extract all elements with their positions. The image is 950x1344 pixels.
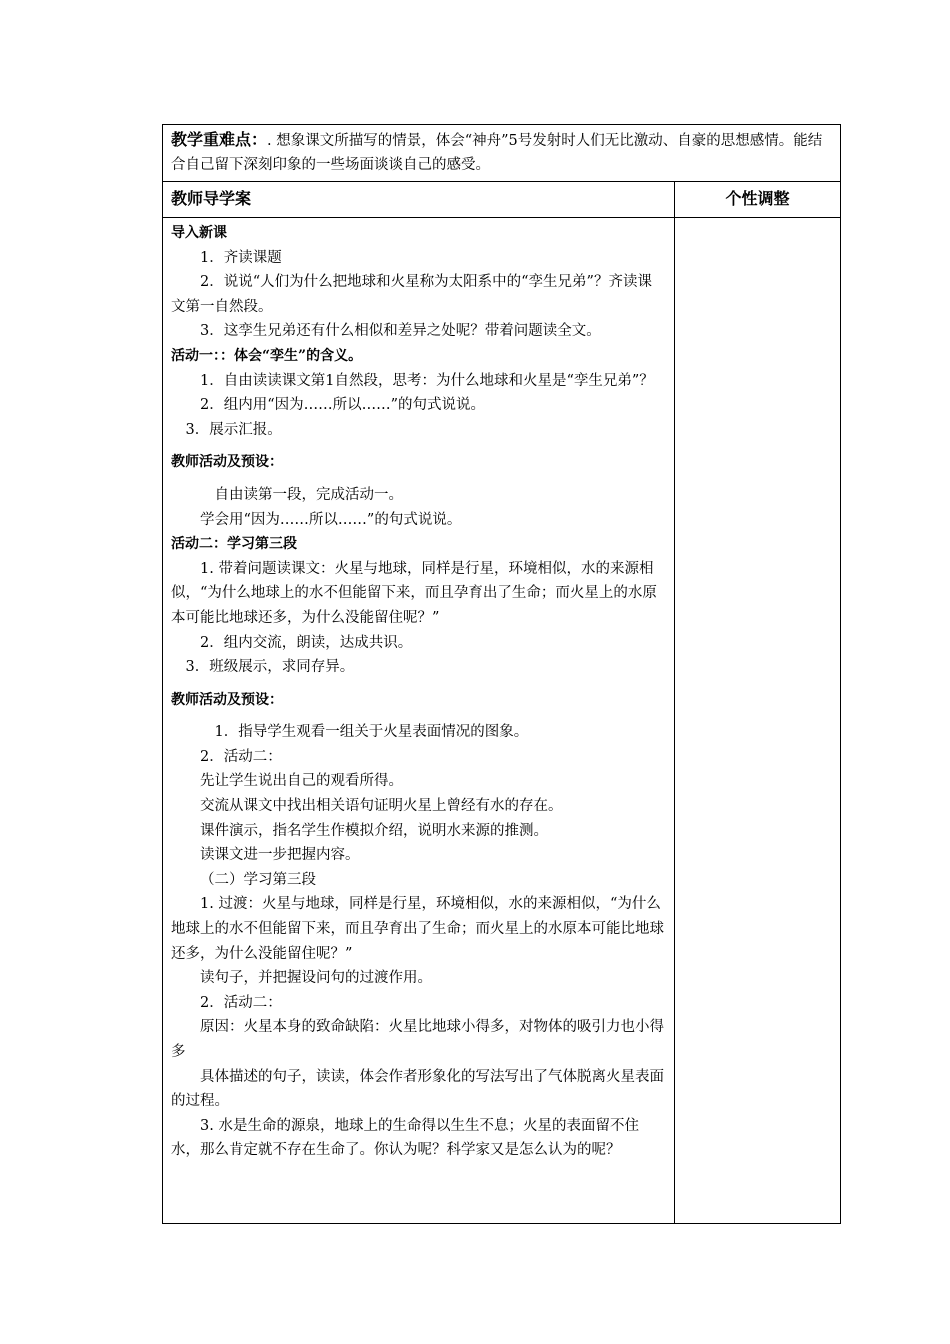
text-line: 3．这孪生兄弟还有什么相似和差异之处呢？带着问题读全文。 [200,323,601,340]
text-line: 1. 带着问题读课文：火星与地球，同样是行星，环境相似，水的来源相似，“为什么地球上的水不但能留下来，而且孕育出了生命；而火星上的水原本可能比地球还多，为什么没能留住呢？” [171,560,657,626]
text-line: 学会用“因为……所以……”的句式说说。 [200,511,462,528]
teacher-guide-header: 教师导学案 [163,182,675,217]
header-row [163,182,840,218]
text-line: 课件演示，指名学生作模拟介绍，说明水来源的推测。 [200,822,548,839]
text-line: 先让学生说出自己的观看所得。 [200,773,403,790]
text-line: 3．展示汇报。 [185,421,282,438]
key-points-text: . 想象课文所描写的情景，体会“神舟”5号发射时人们无比激动、自豪的思想感情。能结合自己留下深刻印象的一些场面谈谈自己的感受。 [171,133,823,173]
text-line: 读句子，并把握设问句的过渡作用。 [200,970,432,987]
key-points-label: 教学重难点： [171,130,268,149]
text-line: 3．班级展示，求同存异。 [185,659,355,676]
teacher-guide-content [163,218,675,1223]
text-line: 2．组内用“因为……所以……”的句式说说。 [200,397,486,414]
text-line: 2．说说“人们为什么把地球和火星称为太阳系中的“孪生兄弟”？齐读课文第一自然段。 [171,274,652,315]
text-line: 1．齐读课题 [200,249,282,266]
content-row [163,218,840,1223]
section-heading-teacher-activity: 教师活动及预设： [171,454,283,471]
text-line: 1．自由读读课文第1自然段，思考：为什么地球和火星是“孪生兄弟”？ [200,372,654,389]
text-line: 3. 水是生命的源泉，地球上的生命得以生生不息；火星的表面留不住水，那么肯定就不存在生命了。你认为呢？科学家又是怎么认为的呢？ [171,1117,639,1159]
text-line: 交流从课文中找出相关语句证明火星上曾经有水的存在。 [200,798,563,815]
section-heading-teacher-activity: 教师活动及预设： [171,691,283,708]
text-line: 1．指导学生观看一组关于火星表面情况的图象。 [214,724,529,741]
personal-adjust-content [675,218,840,1223]
section-heading-intro: 导入新课 [171,225,227,241]
text-line: 2．组内交流，朗读，达成共识。 [200,634,413,651]
text-line: 读课文进一步把握内容。 [200,847,360,864]
section-heading-activity-1: 活动一：：体会“孪生”的含义。 [171,347,363,364]
text-line: 原因：火星本身的致命缺陷：火星比地球小得多，对物体的吸引力也小得多 [171,1019,664,1060]
lesson-plan-table [162,124,841,1224]
text-line: 2．活动二： [200,748,282,765]
text-line: 1. 过渡：火星与地球，同样是行星，环境相似，水的来源相似，“为什么地球上的水不但能留下来，而且孕育出了生命；而火星上的水原本可能比地球还多，为什么没能留住呢？” [171,896,664,962]
text-line: （二）学习第三段 [200,871,316,888]
text-line: 自由读第一段，完成活动一。 [214,486,403,503]
text-line: 2．活动二： [200,994,282,1011]
section-heading-activity-2: 活动二：学习第三段 [171,536,297,553]
key-points-row [163,125,840,182]
text-line: 具体描述的句子，读读，体会作者形象化的写法写出了气体脱离火星表面的过程。 [171,1068,664,1110]
personal-adjust-header: 个性调整 [725,189,790,208]
